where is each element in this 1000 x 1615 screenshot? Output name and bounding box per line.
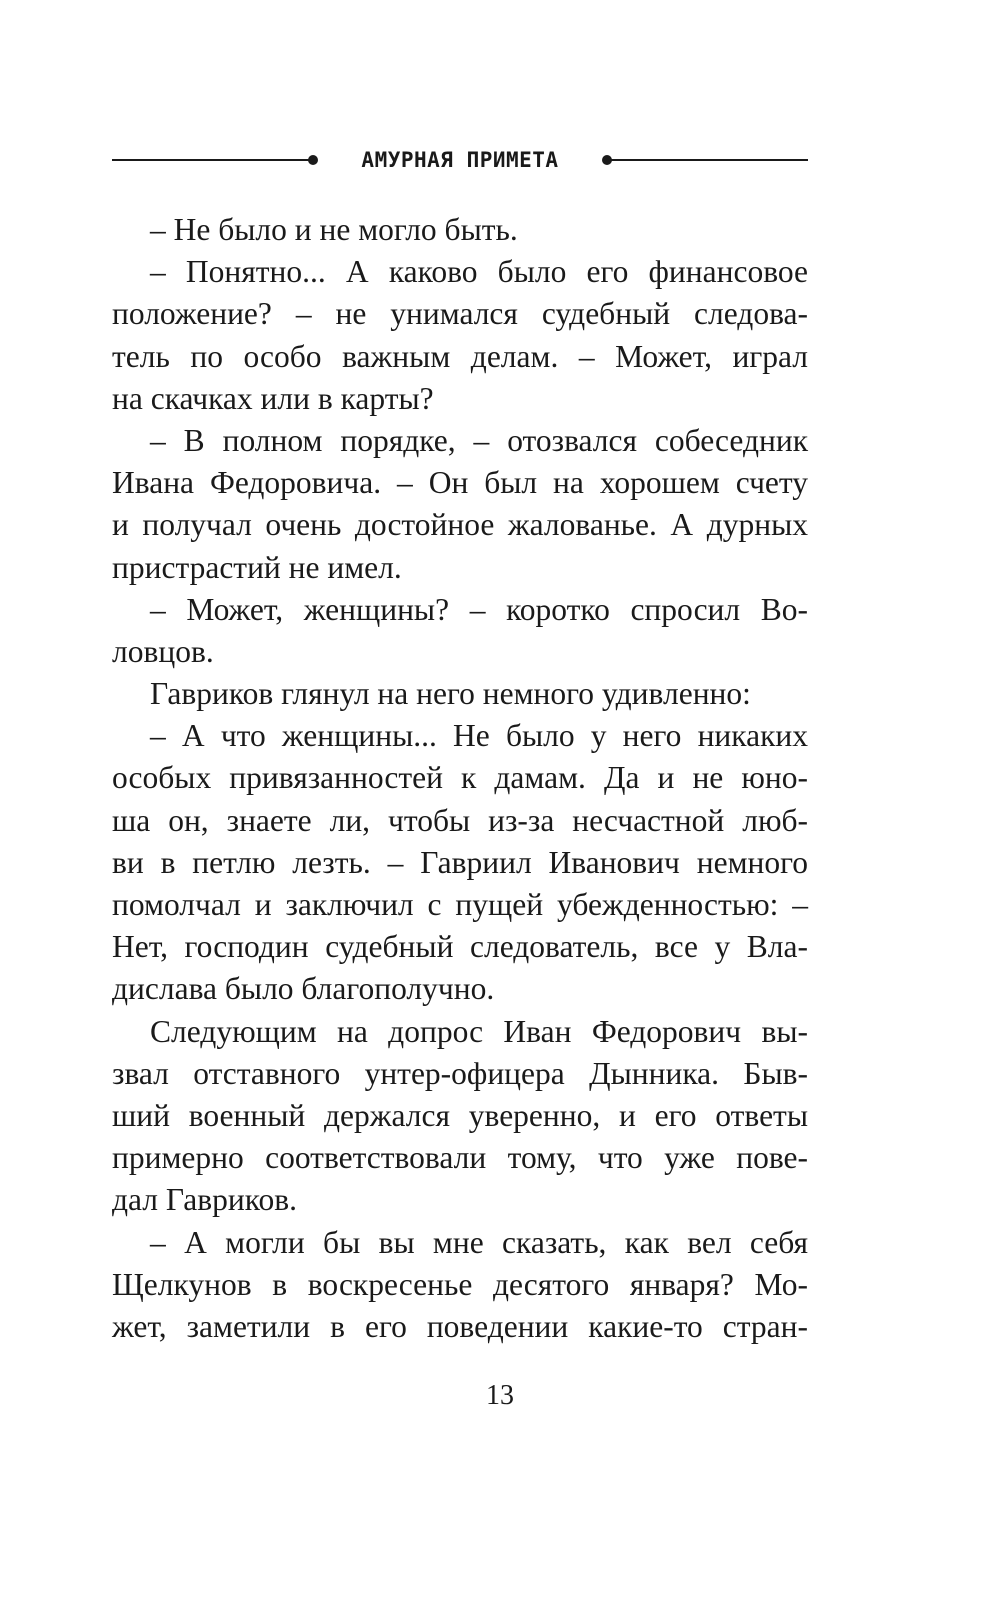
- text-line: особых привязанностей к дамам. Да и не юно-: [112, 760, 808, 796]
- text-line: на скачках или в карты?: [112, 380, 434, 416]
- text-line: тель по особо важным делам. – Может, играл: [112, 338, 808, 374]
- page-number: 13: [486, 1380, 514, 1411]
- header-bullet-left: [308, 155, 318, 165]
- text-line: Нет, господин судебный следователь, все у Вла-: [112, 929, 808, 965]
- running-title: АМУРНАЯ ПРИМЕТА: [361, 148, 559, 172]
- text-line: – А что женщины... Не было у него никаких: [150, 718, 808, 754]
- header-rule-left: [112, 159, 310, 161]
- text-line: ший военный держался уверенно, и его ответы: [112, 1097, 808, 1133]
- text-line: Следующим на допрос Иван Федорович вы-: [150, 1013, 808, 1049]
- text-line: Гавриков глянул на него немного удивленно:: [150, 676, 751, 712]
- text-line: – Не было и не могло быть.: [150, 212, 518, 247]
- text-line: дал Гавриков.: [112, 1182, 297, 1218]
- text-line: Ивана Федоровича. – Он был на хорошем счету: [112, 465, 808, 501]
- text-line: – А могли бы вы мне сказать, как вел себя: [150, 1224, 808, 1260]
- text-line: – Может, женщины? – коротко спросил Во-: [150, 591, 808, 627]
- text-line: и получал очень достойное жалованье. А дурных: [112, 507, 808, 543]
- header-rule-right: [608, 159, 808, 161]
- page-body-text: [112, 209, 808, 1348]
- text-line: дислава было благополучно.: [112, 971, 495, 1007]
- text-line: – Понятно... А каково было его финансовое: [150, 254, 808, 290]
- text-line: ви в петлю лезть. – Гавриил Иванович немного: [112, 844, 808, 880]
- text-line: – В полном порядке, – отозвался собеседник: [150, 422, 808, 458]
- text-line: жет, заметили в его поведении какие-то стран-: [112, 1308, 808, 1344]
- text-line: ловцов.: [112, 633, 214, 669]
- text-line: помолчал и заключил с пущей убежденностью: –: [112, 887, 808, 922]
- text-line: звал отставного унтер-офицера Дынника. Быв-: [112, 1055, 808, 1091]
- text-line: ша он, знаете ли, чтобы из-за несчастной люб-: [112, 802, 808, 838]
- running-header: [112, 148, 808, 172]
- text-line: положение? – не унимался судебный следова-: [112, 296, 808, 332]
- text-line: примерно соответствовали тому, что уже пове-: [112, 1140, 808, 1176]
- text-line: Щелкунов в воскресенье десятого января? Мо-: [112, 1266, 808, 1302]
- text-line: пристрастий не имел.: [112, 549, 402, 585]
